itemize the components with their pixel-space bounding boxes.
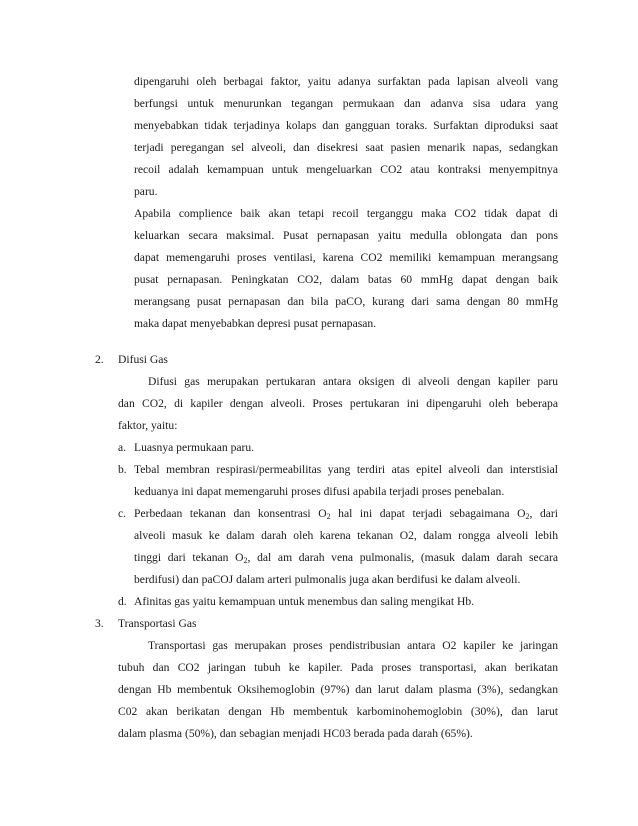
paragraph-line: recoil adalah kemampuan untuk mengeluarkan CO2 atau kontraksi menyempitnya <box>134 163 558 176</box>
list-item: berdifusi) dan paCOJ dalam arteri pulmonalis juga akan berdifusi ke dalam alveoli. <box>134 573 521 586</box>
text-run: , dal am darah vena pulmonalis, (masuk dalam darah secara <box>247 551 558 564</box>
list-item <box>134 507 558 521</box>
paragraph-line: C02 akan berikatan dengan Hb membentuk karbominohemoglobin (30%), dan larut <box>118 705 558 718</box>
list-item: keduanya ini dapat memengaruhi proses difusi apabila terjadi proses penebalan. <box>134 485 505 498</box>
paragraph-line: dan CO2, di kapiler dengan alveoli. Proses pertukaran ini dipengaruhi oleh beberapa <box>118 397 558 410</box>
section-title: Transportasi Gas <box>118 617 197 630</box>
paragraph-line: Difusi gas merupakan pertukaran antara oksigen di alveoli dengan kapiler paru <box>148 375 558 388</box>
list-item: Afinitas gas yaitu kemampuan untuk menembus dan saling mengikat Hb. <box>134 595 475 608</box>
list-item: alveoli masuk ke dalam darah oleh karena tekanan O2, dalam rongga alveoli lebih <box>134 529 558 542</box>
text-run: Perbedaan tekanan dan konsentrasi O <box>134 507 327 520</box>
paragraph-line: paru. <box>134 185 158 198</box>
list-item <box>134 551 558 565</box>
list-marker: c. <box>118 507 127 520</box>
list-marker: d. <box>118 595 127 608</box>
list-item: Luasnya permukaan paru. <box>134 441 255 454</box>
subscript: 2 <box>243 556 248 565</box>
paragraph-line: pusat pernapasan. Peningkatan CO2, dalam batas 60 mmHg dapat dengan baik <box>134 273 558 286</box>
list-marker: a. <box>118 441 127 454</box>
paragraph-line: keluarkan secara maksimal. Pusat pernapasan yaitu medulla oblongata dan pons <box>134 229 558 242</box>
paragraph-line: Apabila complience baik akan tetapi recoil terganggu maka CO2 tidak dapat di <box>134 207 558 220</box>
paragraph-line: maka dapat menyebabkan depresi pusat pernapasan. <box>134 317 377 330</box>
text-run: tinggi dari tekanan O <box>134 551 244 564</box>
paragraph-line: berfungsi untuk menurunkan tegangan permukaan dan adanva sisa udara yang <box>134 97 558 110</box>
paragraph-line: tubuh dan CO2 jaringan tubuh ke kapiler. Pada proses transportasi, akan berikatan <box>118 661 558 674</box>
text-run: , dari <box>529 507 558 520</box>
text-run: hal ini dapat terjadi sebagaimana O <box>330 507 526 520</box>
paragraph-line: Transportasi gas merupakan proses pendistribusian antara O2 kapiler ke jaringan <box>148 639 558 652</box>
subscript: 2 <box>525 512 530 521</box>
paragraph-line: merangsang pusat pernapasan dan bila paCO, kurang dari sama dengan 80 mmHg <box>134 295 558 308</box>
list-item: Tebal membran respirasi/permeabilitas yang terdiri atas epitel alveoli dan interstisial <box>134 463 558 476</box>
subscript: 2 <box>326 512 331 521</box>
paragraph-line: menyebabkan tidak terjadinya kolaps dan gangguan toraks. Surfaktan diproduksi saat <box>134 119 558 132</box>
section-number: 3. <box>95 617 104 630</box>
paragraph-line: dipengaruhi oleh berbagai faktor, yaitu adanya surfaktan pada lapisan alveoli vang <box>134 75 558 88</box>
paragraph-line: dengan Hb membentuk Oksihemoglobin (97%) dan larut dalam plasma (3%), sedangkan <box>118 683 558 696</box>
paragraph-line: faktor, yaitu: <box>118 419 178 432</box>
paragraph-line: terjadi peregangan sel alveoli, dan disekresi saat pasien menarik napas, sedangkan <box>134 141 558 154</box>
list-marker: b. <box>118 463 127 476</box>
section-number: 2. <box>95 353 104 366</box>
paragraph-line: dapat memengaruhi proses ventilasi, karena CO2 memiliki kemampuan merangsang <box>134 251 558 264</box>
section-title: Difusi Gas <box>118 353 168 366</box>
paragraph-line: dalam plasma (50%), dan sebagian menjadi HC03 berada pada darah (65%). <box>118 727 473 740</box>
